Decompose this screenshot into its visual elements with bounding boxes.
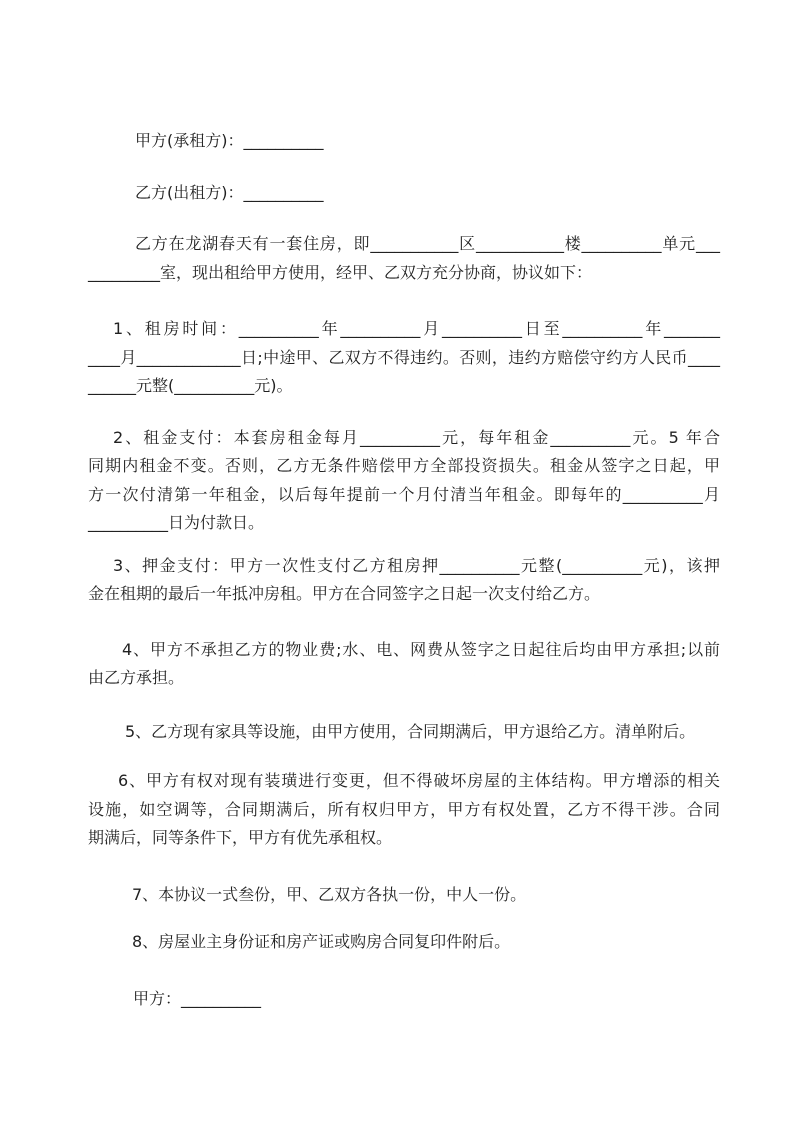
text-line: ____月_____________日;中途甲、乙双方不得违约。否则，违约方赔偿守约方人民币____: [88, 347, 720, 367]
text-line: 方一次付清第一年租金，以后每年提前一个月付清当年租金。即每年的__________月: [88, 484, 720, 504]
clause-4-utility-fees: [88, 636, 720, 693]
text-line: 由乙方承担。: [88, 668, 185, 687]
clause-2-rent-payment: [88, 424, 720, 538]
clause-7-copies: [88, 881, 720, 910]
text-line: 5、乙方现有家具等设施，由甲方使用，合同期满后，甲方退给乙方。清单附后。: [125, 721, 696, 741]
clause-3-deposit: [88, 552, 720, 609]
text-line: 甲方：__________: [133, 988, 262, 1008]
clause-1-lease-term: [88, 315, 720, 401]
text-line: 乙方(出租方)：__________: [135, 182, 324, 202]
signature-party-a: [88, 985, 720, 1014]
party-b-line: [88, 179, 720, 208]
property-description: [88, 230, 720, 287]
party-a-line: [88, 127, 720, 156]
clause-8-attachments: [88, 928, 720, 957]
text-line: 8、房屋业主身份证和房产证或购房合同复印件附后。: [132, 932, 511, 951]
text-line: 同期内租金不变。否则，乙方无条件赔偿甲方全部投资损失。租金从签字之日起，甲: [88, 456, 720, 475]
text-line: ______元整(__________元)。: [88, 376, 293, 395]
text-line: 设施，如空调等，合同期满后，所有权归甲方，甲方有权处置，乙方不得干涉。合同: [88, 799, 720, 819]
text-line: 2、租金支付：本套房租金每月__________元，每年租金__________元。5 年合: [113, 427, 720, 447]
text-line: 6、甲方有权对现有装璜进行变更，但不得破坏房屋的主体结构。甲方增添的相关: [118, 771, 720, 790]
text-line: 乙方在龙湖春天有一套住房，即___________区___________楼__________单元___: [135, 234, 720, 253]
clause-6-renovation-rights: [88, 767, 720, 853]
text-line: 3、押金支付：甲方一次性支付乙方租房押__________元整(__________元)，该押: [113, 555, 720, 575]
text-line: _________室，现出租给甲方使用，经甲、乙双方充分协商，协议如下：: [88, 262, 593, 282]
clause-5-furniture: [88, 718, 720, 747]
text-line: 7、本协议一式叁份，甲、乙双方各执一份，中人一份。: [132, 884, 527, 904]
text-line: 金在租期的最后一年抵冲房租。甲方在合同签字之日起一次支付给乙方。: [88, 584, 601, 603]
text-line: 甲方(承租方)：__________: [135, 131, 324, 150]
text-line: 4、甲方不承担乙方的物业费;水、电、网费从签字之日起往后均由甲方承担;以前: [122, 639, 720, 659]
text-line: __________日为付款日。: [88, 513, 265, 532]
text-line: 1、租房时间：__________年__________月__________日至__________年_______: [113, 319, 720, 338]
text-line: 期满后，同等条件下，甲方有优先承租权。: [88, 828, 393, 847]
